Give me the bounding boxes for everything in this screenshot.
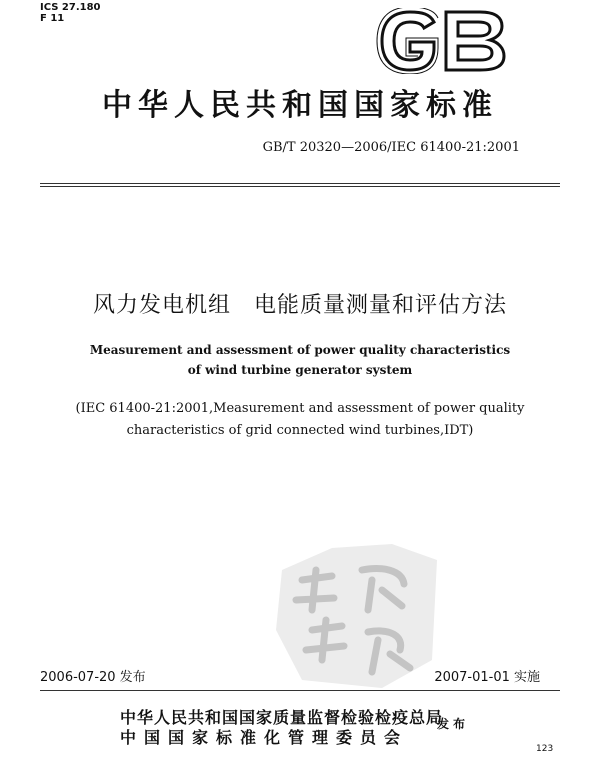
english-title-line-1: Measurement and assessment of power quality characteristics (89, 343, 511, 357)
divider-top (40, 183, 560, 184)
ics-classification (40, 2, 101, 24)
publish-date: 2006-07-20 发布 (40, 670, 146, 685)
gb-logo (376, 8, 508, 74)
standard-title: 中华人民共和国国家标准 (102, 88, 498, 123)
issuer-line-2: 中国国家标准化管理委员会 (120, 728, 409, 747)
ccs-code: F 11 (40, 13, 65, 24)
standard-code: GB/T 20320—2006/IEC 61400-21:2001 (262, 140, 520, 155)
divider-top-double (40, 186, 560, 187)
watermark-seal (272, 540, 442, 690)
ics-code: ICS 27.180 (40, 2, 101, 13)
chinese-title: 风力发电机组 电能质量测量和评估方法 (92, 293, 507, 318)
divider-bottom (40, 690, 560, 691)
page-number: 123 (536, 744, 554, 754)
issuer-line-1: 中华人民共和国国家质量监督检验检疫总局 (120, 708, 444, 727)
equivalence-note-line-2: characteristics of grid connected wind turbines,IDT) (126, 423, 474, 438)
equivalence-note-line-1: (IEC 61400-21:2001,Measurement and assessment of power quality (75, 401, 525, 416)
english-title-line-2: of wind turbine generator system (187, 363, 413, 377)
implement-date: 2007-01-01 实施 (434, 670, 540, 685)
issue-label: 发布 (437, 717, 470, 731)
